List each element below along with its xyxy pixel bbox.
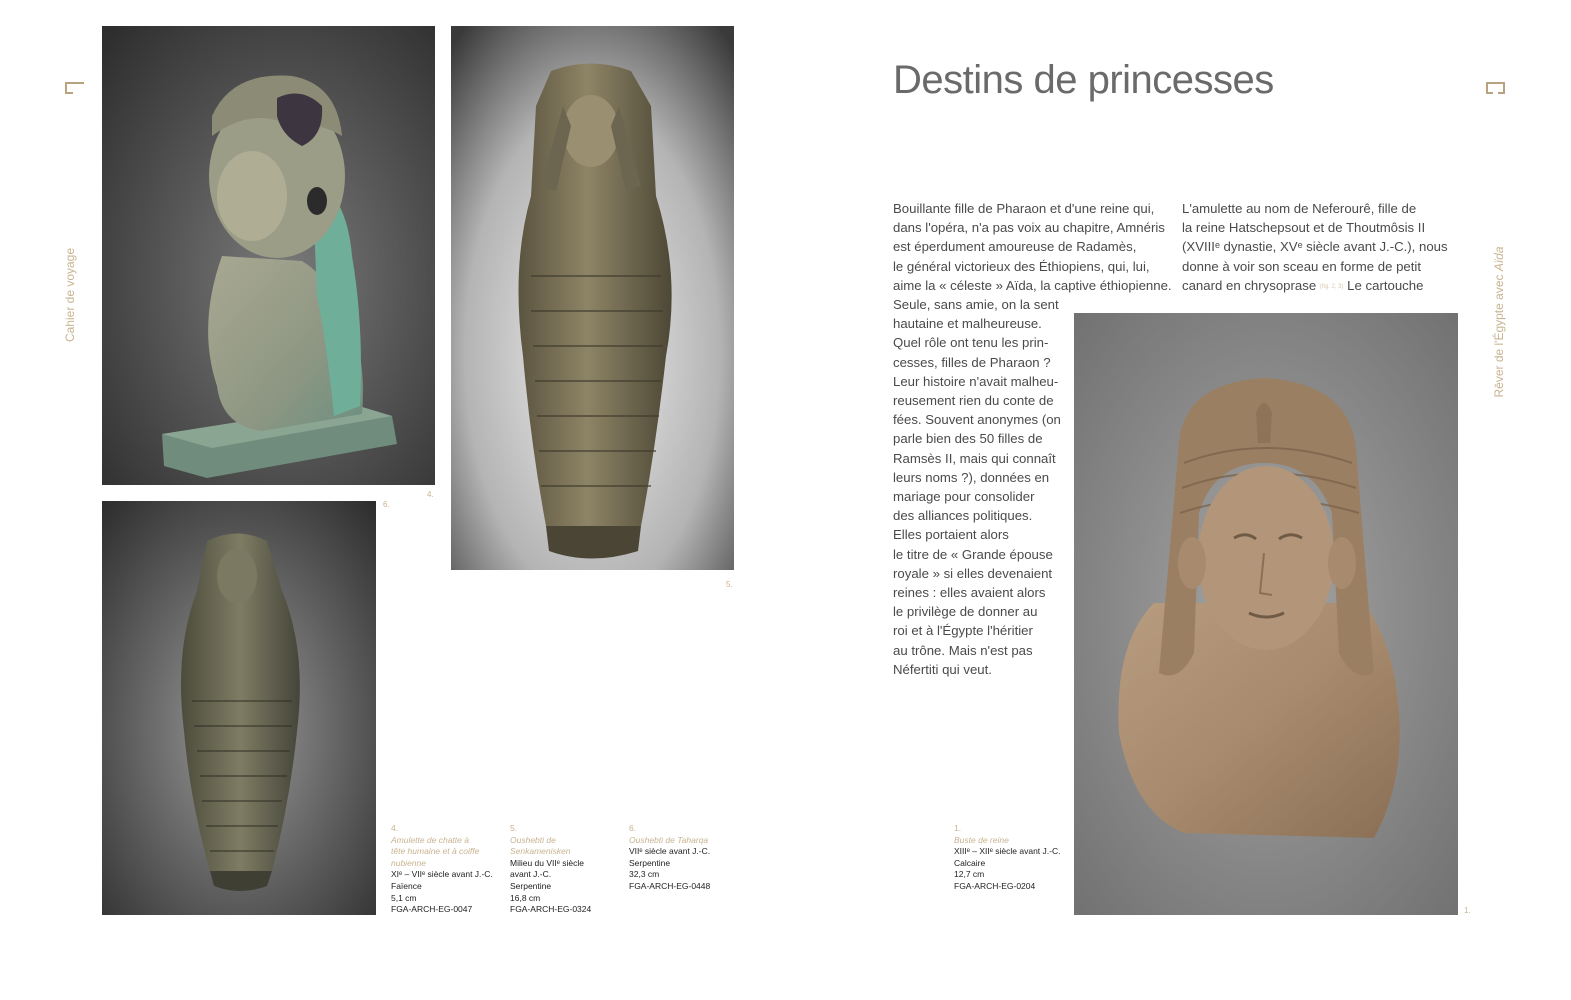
text-line: aime la « céleste » Aïda, la captive éthiopienne.	[893, 277, 1172, 293]
caption-detail: avant J.-C.	[510, 869, 552, 880]
caption-title: Amulette de chatte à	[391, 834, 469, 845]
text-line: roi et à l'Égypte l'héritier	[893, 623, 1033, 639]
text-line: hautaine et malheureuse.	[893, 316, 1042, 332]
caption-number: 4.	[391, 823, 399, 833]
text-line: Leur histoire n'avait malheu-	[893, 373, 1059, 389]
caption-figure-6	[629, 823, 741, 893]
photo-cat-amulet	[102, 26, 435, 485]
text-line: fées. Souvent anonymes (on	[893, 412, 1061, 428]
caption-detail: VIIᵉ siècle avant J.-C.	[629, 846, 711, 857]
bracket-icon	[65, 82, 84, 94]
text-line: parle bien des 50 filles de	[893, 431, 1043, 447]
text-line: mariage pour consolider	[893, 489, 1035, 505]
photo-shabti-taharqa	[102, 501, 376, 915]
text-segment: Le cartouche	[1343, 277, 1424, 293]
caption-title: Oushebti de	[510, 834, 556, 845]
figure-number-4: 4.	[427, 490, 434, 499]
figure-number-5: 5.	[726, 580, 733, 589]
caption-title: tête humaine et à coiffe	[391, 846, 480, 857]
body-column-2	[1182, 199, 1448, 297]
photo-shabti-senkamenisken	[451, 26, 734, 570]
caption-detail: 5,1 cm	[391, 892, 417, 903]
text-line: la reine Hatschepsout et de Thoutmôsis II	[1182, 220, 1426, 236]
text-line: des alliances politiques.	[893, 508, 1033, 524]
text-line: reines : elles avaient alors	[893, 585, 1046, 601]
caption-detail: 16,8 cm	[510, 892, 541, 903]
caption-detail: FGA-ARCH-EG-0047	[391, 904, 473, 915]
text-line: le titre de « Grande épouse	[893, 546, 1053, 562]
text-line: Bouillante fille de Pharaon et d'une reine qui,	[893, 201, 1155, 216]
text-line: dans l'opéra, n'a pas voix au chapitre, Amnéris	[893, 220, 1165, 236]
text-line: Ramsès II, mais qui connaît	[893, 450, 1056, 466]
bracket-icon	[1486, 82, 1505, 94]
text-line: reusement rien du conte de	[893, 393, 1054, 409]
caption-detail: FGA-ARCH-EG-0324	[510, 904, 592, 915]
caption-title: nubienne	[391, 857, 426, 868]
text-line: le privilège de donner au	[893, 604, 1038, 620]
text-line: (XVIIIᵉ dynastie, XVᵉ siècle avant J.-C.), nous	[1182, 239, 1448, 255]
caption-detail: 12,7 cm	[954, 869, 985, 880]
caption-title: Senkamenisken	[510, 846, 571, 857]
caption-detail: 32,3 cm	[629, 869, 660, 880]
text-line: Seule, sans amie, on la sent	[893, 297, 1059, 313]
text-line: est éperdument amoureuse de Radamès,	[893, 239, 1137, 255]
figure-number-1: 1.	[1464, 906, 1471, 915]
caption-detail: XIIIᵉ – XIIᵉ siècle avant J.-C.	[954, 846, 1061, 857]
caption-detail: Serpentine	[629, 857, 671, 868]
caption-title: Buste de reine	[954, 834, 1009, 845]
caption-figure-1	[954, 823, 1066, 893]
caption-detail: FGA-ARCH-EG-0204	[954, 880, 1036, 891]
text-line: L'amulette au nom de Neferourê, fille de	[1182, 201, 1417, 216]
caption-figure-5	[510, 823, 622, 916]
caption-number: 1.	[954, 823, 962, 833]
caption-figure-4	[391, 823, 503, 916]
text-line: leurs noms ?), données en	[893, 469, 1050, 485]
text-line: cesses, filles de Pharaon ?	[893, 354, 1051, 370]
caption-title: Oushebti de Taharqa	[629, 834, 709, 845]
running-head-text: Rêver de l'Égypte avec	[1492, 271, 1506, 398]
text-line: Quel rôle ont tenu les prin-	[893, 335, 1049, 351]
page-title: Destins de princesses	[893, 58, 1274, 102]
text-line: Néfertiti qui veut.	[893, 661, 992, 677]
caption-detail: Faïence	[391, 880, 422, 891]
text-line: royale » si elles devenaient	[893, 565, 1053, 581]
caption-number: 5.	[510, 823, 518, 833]
caption-detail: Calcaire	[954, 857, 986, 868]
caption-detail: FGA-ARCH-EG-0448	[629, 880, 711, 891]
caption-number: 6.	[629, 823, 637, 833]
caption-detail: XIᵉ – VIIᵉ siècle avant J.-C.	[391, 869, 493, 880]
right-page	[786, 0, 1571, 1000]
text-segment: canard en chrysoprase	[1182, 277, 1317, 293]
photo-bust-queen	[1074, 313, 1458, 915]
text-line: Elles portaient alors	[893, 527, 1009, 543]
caption-detail: Milieu du VIIᵉ siècle	[510, 857, 585, 868]
caption-detail: Serpentine	[510, 880, 552, 891]
text-line	[1182, 276, 1448, 297]
running-head-emphasis: Aïda	[1492, 246, 1506, 272]
text-line: donne à voir son sceau en forme de petit	[1182, 258, 1421, 274]
figure-number-6: 6.	[383, 500, 390, 509]
running-head-right	[1492, 246, 1506, 397]
text-line: au trône. Mais n'est pas	[893, 642, 1033, 658]
figure-reference: (fig. 2, 3)	[1319, 283, 1344, 290]
left-page	[0, 0, 785, 1000]
text-line: le général victorieux des Éthiopiens, qui, lui,	[893, 258, 1150, 274]
running-head-left: Cahier de voyage	[63, 247, 77, 343]
